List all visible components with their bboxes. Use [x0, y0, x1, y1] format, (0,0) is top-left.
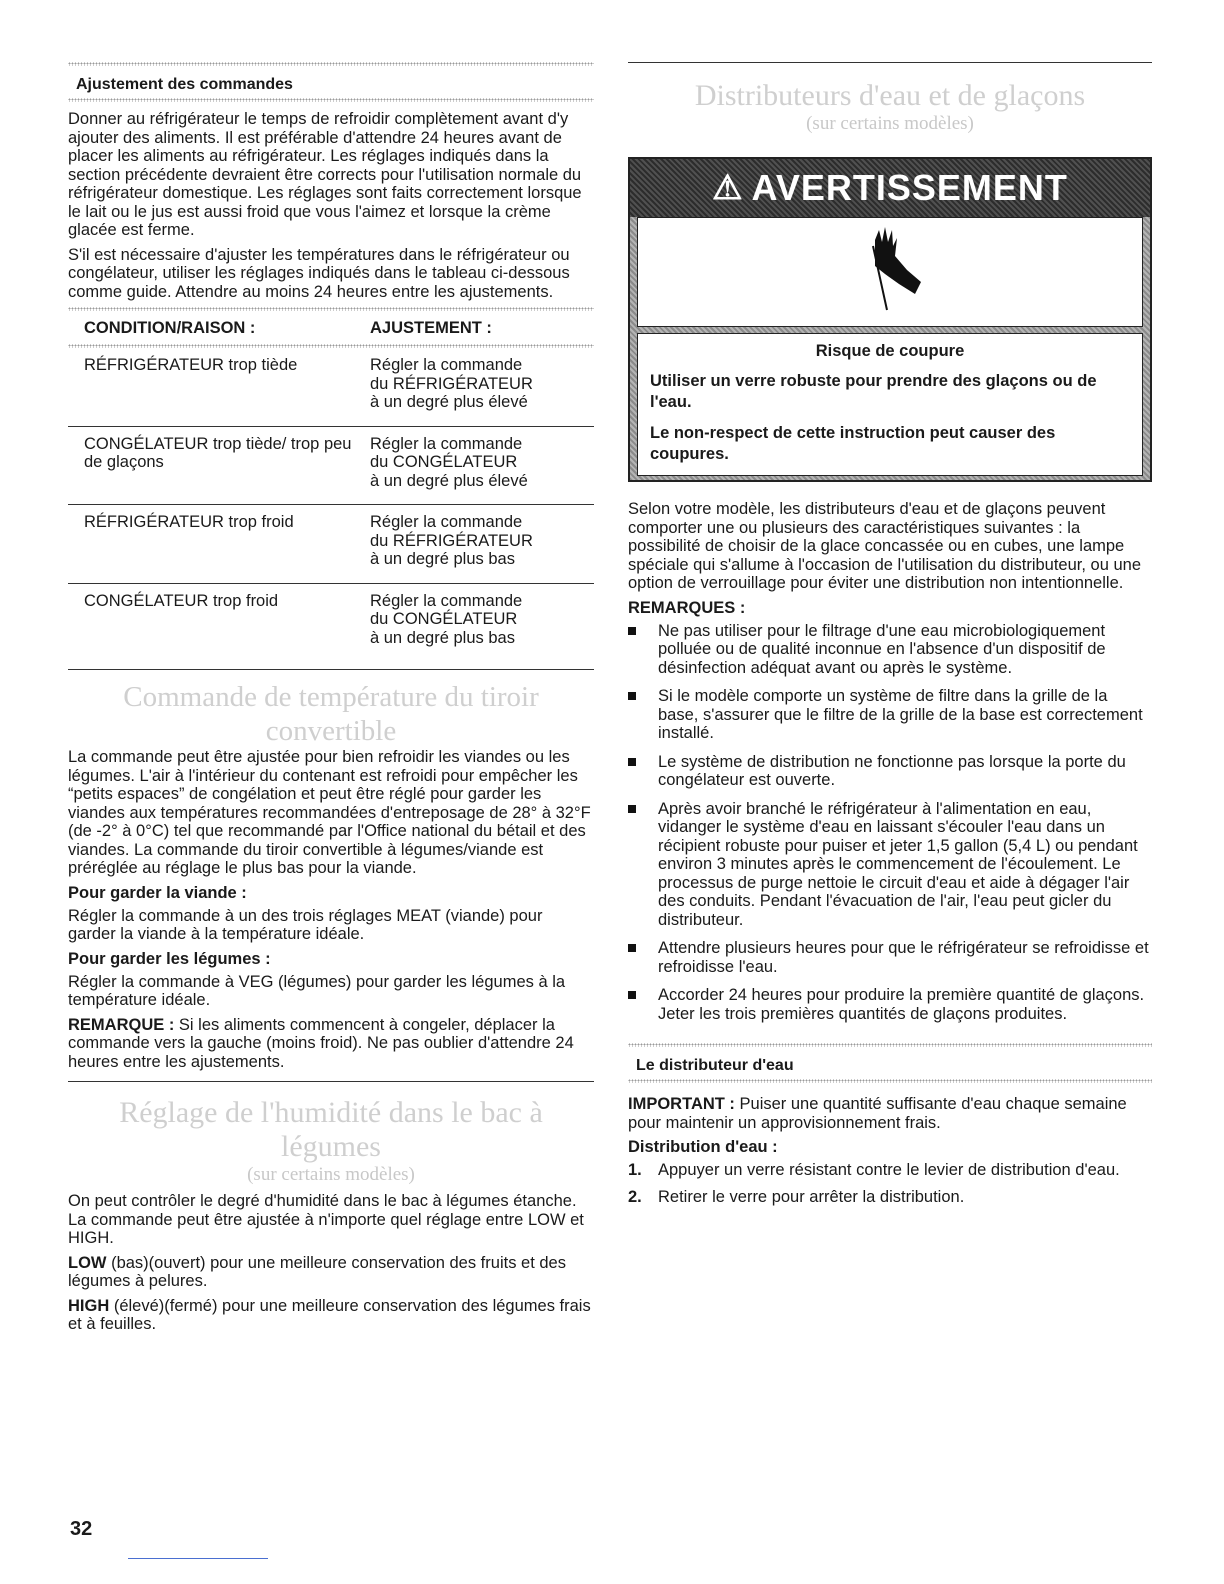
paragraph: On peut contrôler le degré d'humidité dans le bac à légumes étanche. La commande peut être ajustée à n'importe quel réglage entre LOW et HIGH. [68, 1192, 584, 1247]
list-item: Si le modèle comporte un système de filtre dans la grille de la base, s'assurer que le filtre de la grille de la base est correctement installé. [628, 687, 1152, 743]
list-item [628, 1188, 1152, 1207]
divider [68, 669, 594, 670]
subheading-viande: Pour garder la viande : [68, 883, 247, 902]
cell-line: à un degré plus bas [370, 550, 515, 568]
remarque-text: Si les aliments commencent à congeler, déplacer la commande vers la gauche (moins froid). Ne pas oublier d'attendre 24 heures entre les ajustements. [68, 1015, 574, 1071]
cell-line: du RÉFRIGÉRATEUR [370, 531, 533, 550]
paragraph: Selon votre modèle, les distributeurs d'eau et de glaçons peuvent comporter une ou plusieurs des caractéristiques suivantes : la possibilité de choisir de la glace concassée ou en cubes, une lampe spéciale qui s'allume à l'occasion de l'utilisation du distributeur, ou une option de verrouillage pour éviter une distribution non intentionnelle. [628, 500, 1142, 592]
subheading-legumes: Pour garder les légumes : [68, 949, 271, 968]
high-label: HIGH [68, 1296, 110, 1315]
important-text: Puiser une quantité suffisante d'eau chaque semaine pour maintenir un approvisionnement frais. [628, 1095, 1127, 1132]
list-item: Attendre plusieurs heures pour que le réfrigérateur se refroidisse et refroidisse l'eau. [628, 939, 1152, 976]
remarque-label: REMARQUE : [68, 1015, 175, 1034]
warning-pictogram [637, 217, 1143, 327]
cell-line: du RÉFRIGÉRATEUR [370, 374, 533, 393]
low-text: (bas)(ouvert) pour une meilleure conservation des fruits et des légumes à pelures. [68, 1253, 566, 1290]
table-header-condition: CONDITION/RAISON : [84, 319, 256, 337]
list-item: Après avoir branché le réfrigérateur à l'alimentation en eau, vidanger le système d'eau en laissant s'écouler l'eau dans un récipient robuste pour puiser et jeter 1,5 gallon (5,4 L) ou pendant environ 3 minutes après le commencement de l'écoulement. Le processus de purge nettoie le circuit d'eau et aide à dégager l'air des conduits. Pendant l'évacuation de l'air, l'eau peut gicler du distributeur. [628, 800, 1152, 930]
paragraph: Donner au réfrigérateur le temps de refroidir complètement avant d'y ajouter des aliments. Il est préférable d'attendre 24 heures avant de placer les aliments au réfrigérateur. Les réglages indiqués dans la section précédente devraient être corrects pour l'utilisation normale du réfrigérateur domestique. Les réglages sont faits correctement lorsque le lait ou le jus est aussi froid que vous l'aimez et lorsque la crème glacée est ferme. [68, 110, 582, 239]
warning-line-1: Utiliser un verre robuste pour prendre des glaçons ou de l'eau. [650, 372, 1097, 411]
hand-cut-icon [845, 222, 935, 322]
footer-line [128, 1558, 268, 1559]
table-cell-condition: CONGÉLATEUR trop froid [84, 591, 279, 610]
right-column [628, 62, 1152, 1214]
low-label: LOW [68, 1253, 107, 1272]
warning-risk-title: Risque de coupure [815, 342, 965, 360]
warning-text-panel [637, 333, 1143, 476]
table-row [68, 348, 594, 426]
divider [68, 98, 594, 102]
table-row [68, 505, 594, 584]
warning-banner-text: AVERTISSEMENT [751, 167, 1068, 208]
warning-banner [630, 159, 1150, 217]
table-cell-condition: RÉFRIGÉRATEUR trop tiède [68, 348, 354, 426]
left-column [68, 62, 594, 1340]
low-paragraph [68, 1254, 594, 1291]
paragraph: Régler la commande à un des trois réglages MEAT (viande) pour garder la viande à la température idéale. [68, 906, 543, 943]
step-text: Retirer le verre pour arrêter la distribution. [658, 1187, 965, 1206]
table-header-ajustement: AJUSTEMENT : [370, 319, 492, 337]
paragraph: Régler la commande à VEG (légumes) pour garder les légumes à la température idéale. [68, 972, 566, 1009]
divider [68, 1081, 594, 1082]
step-text: Appuyer un verre résistant contre le levier de distribution d'eau. [658, 1161, 1120, 1179]
cell-line: du CONGÉLATEUR [370, 453, 518, 471]
high-paragraph [68, 1297, 594, 1334]
step-number: 1. [628, 1161, 642, 1179]
page-number: 32 [70, 1518, 93, 1540]
table-row [68, 583, 594, 661]
adjustment-table [68, 311, 594, 661]
cell-line: à un degré plus bas [370, 628, 515, 647]
table-cell-condition: CONGÉLATEUR trop tiède/ trop peu de glaçons [68, 426, 354, 505]
ajustement-heading: Ajustement des commandes [76, 76, 293, 93]
cell-line: à un degré plus élevé [370, 393, 528, 411]
high-text: (élevé)(fermé) pour une meilleure conservation des légumes frais et à feuilles. [68, 1296, 591, 1333]
humidite-section-subtitle: (sur certains modèles) [247, 1164, 415, 1185]
important-label: IMPORTANT : [628, 1095, 735, 1113]
distributeurs-section-subtitle: (sur certains modèles) [806, 113, 974, 134]
warning-box [628, 157, 1152, 482]
cell-line: Régler la commande [370, 591, 523, 610]
cell-line: Régler la commande [370, 434, 523, 453]
paragraph: La commande peut être ajustée pour bien refroidir les viandes ou les légumes. L'air à l'intérieur du contenant est refroidi pour empêcher les “petits espaces” de congélation et peut être réglé pour garder les viandes aux températures recommandées d'entreposage de 28° à 32°F (de -2° à 0°C) tel que recommandé par l'Office national du bétail et des viandes. La commande du tiroir convertible à légumes/viande est préréglée au réglage le plus bas pour la viande. [68, 748, 591, 877]
list-item [628, 1161, 1152, 1180]
list-item: Le système de distribution ne fonctionne pas lorsque la porte du congélateur est ouverte. [628, 753, 1152, 790]
distribution-heading: Distribution d'eau : [628, 1138, 778, 1156]
warning-triangle-icon: ⚠ [712, 169, 744, 207]
remarque-paragraph [68, 1016, 594, 1072]
humidite-section-title: Réglage de l'humidité dans le bac à légumes [119, 1096, 543, 1163]
table-row [68, 426, 594, 505]
table-cell-ajustement [354, 505, 594, 584]
list-item: Ne pas utiliser pour le filtrage d'une eau microbiologiquement polluée ou de qualité inconnue en l'absence d'un dispositif de désinfection adéquat avant ou après le système. [628, 622, 1152, 678]
divider [628, 62, 1152, 63]
important-paragraph [628, 1095, 1152, 1132]
table-cell-ajustement [354, 583, 594, 661]
cell-line: Régler la commande [370, 356, 523, 374]
warning-line-2: Le non-respect de cette instruction peut causer des coupures. [650, 424, 1056, 463]
cell-line: Régler la commande [370, 513, 523, 531]
step-number: 2. [628, 1187, 642, 1206]
list-item: Accorder 24 heures pour produire la première quantité de glaçons. Jeter les trois premières quantités de glaçons produites. [628, 986, 1152, 1023]
divider [628, 1079, 1152, 1083]
paragraph: S'il est nécessaire d'ajuster les températures dans le réfrigérateur ou congélateur, utiliser les réglages indiqués dans le tableau ci-dessous comme guide. Attendre au moins 24 heures entre les ajustements. [68, 245, 570, 301]
table-cell-condition: RÉFRIGÉRATEUR trop froid [68, 505, 354, 584]
remarques-heading: REMARQUES : [628, 598, 746, 617]
tiroir-section-title: Commande de température du tiroir convertible [123, 681, 539, 747]
distributeurs-section-title: Distributeurs d'eau et de glaçons [694, 79, 1086, 112]
table-header-row [68, 311, 594, 344]
table-cell-ajustement [354, 348, 594, 426]
distributeur-heading: Le distributeur d'eau [636, 1057, 794, 1074]
distribution-steps [628, 1161, 1152, 1206]
table-cell-ajustement [354, 426, 594, 505]
cell-line: du CONGÉLATEUR [370, 610, 518, 628]
cell-line: à un degré plus élevé [370, 471, 528, 490]
remarques-list [628, 622, 1152, 1024]
